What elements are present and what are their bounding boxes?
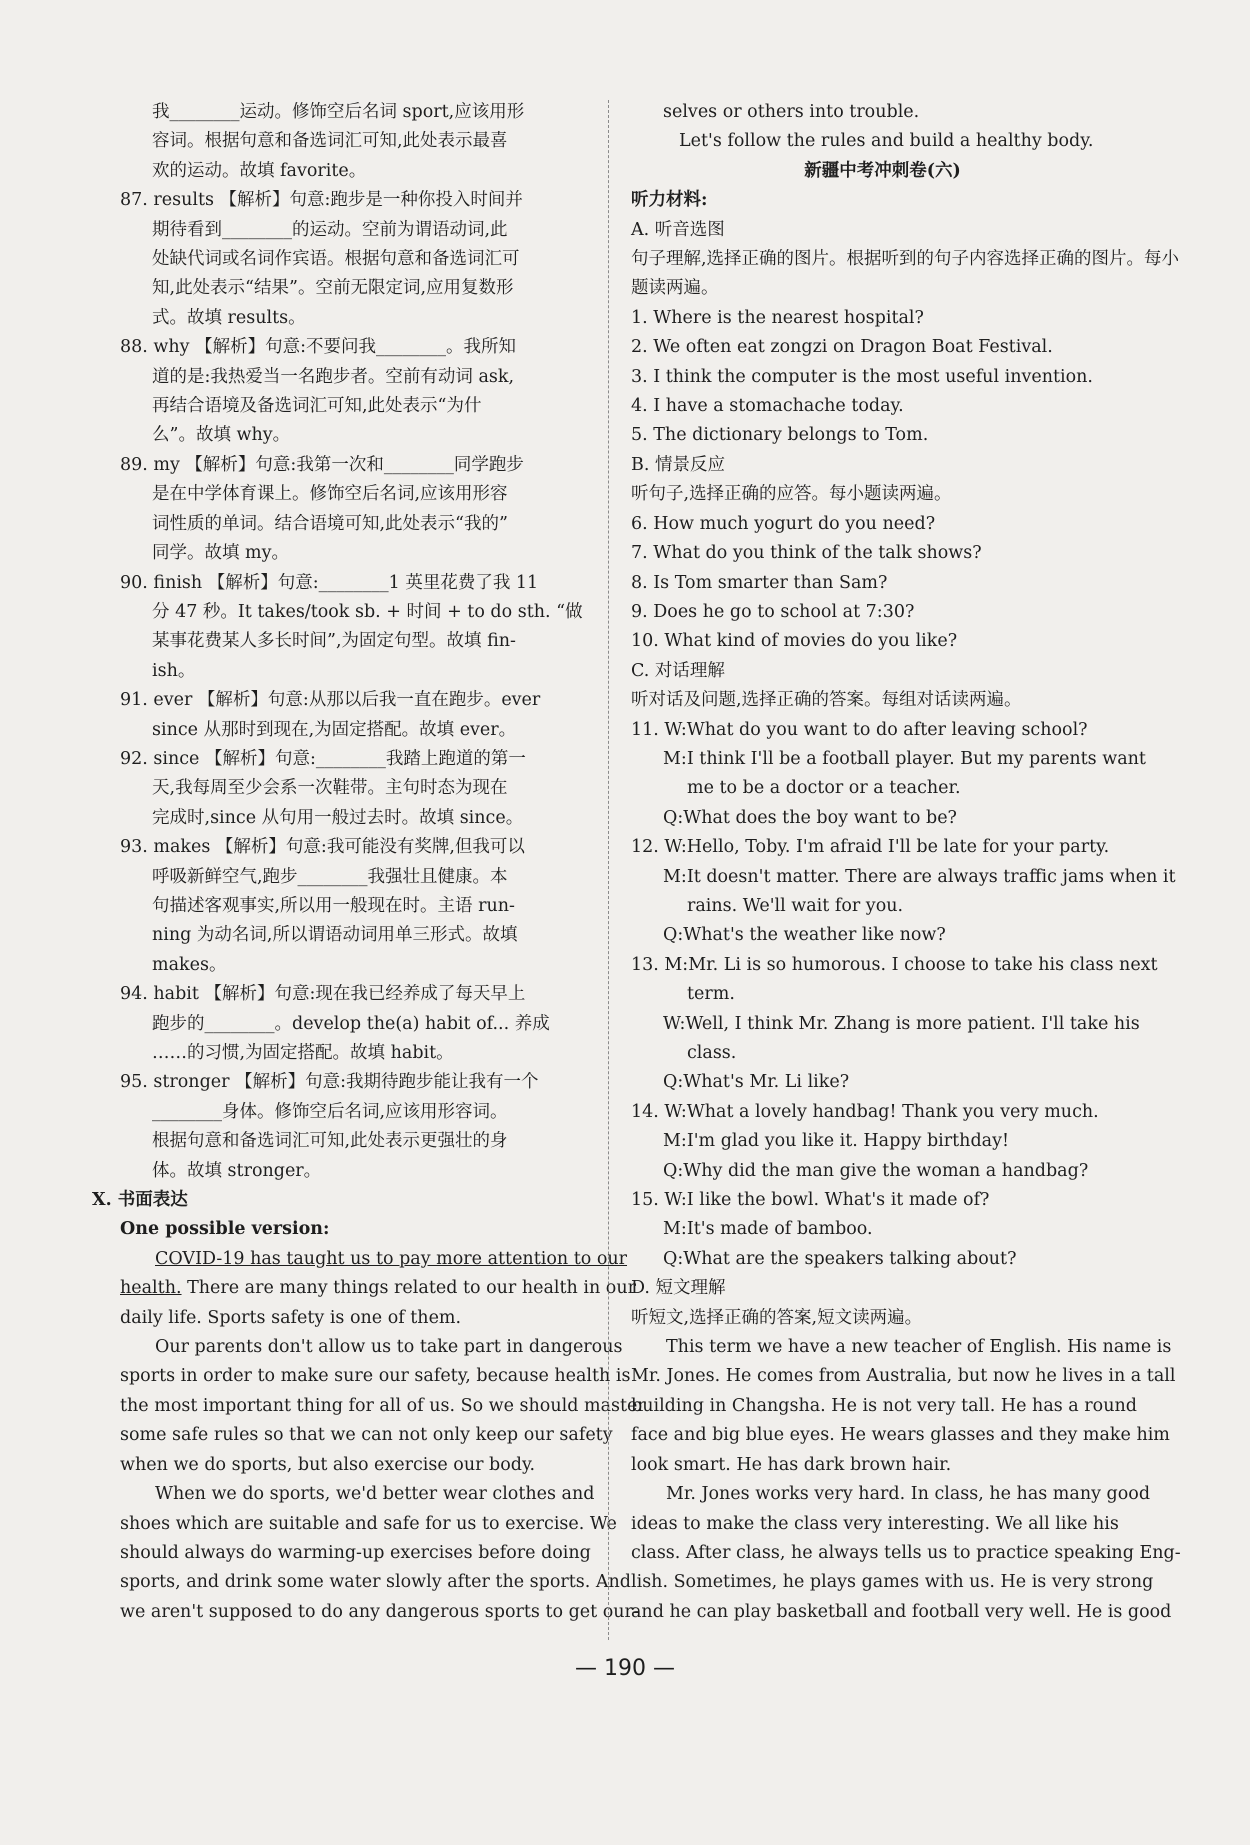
passage-line: ideas to make the class very interesting. We all like his <box>631 1513 1119 1534</box>
question-9: 9. Does he go to school at 7:30? <box>631 601 915 622</box>
answer-line: 体。故填 stronger。 <box>152 1160 322 1181</box>
passage-line: face and big blue eyes. He wears glasses and they make him <box>631 1425 1170 1446</box>
dialogue-line: W:Well, I think Mr. Zhang is more patient. I'll take his <box>663 1013 1140 1034</box>
essay-line: Our parents don't allow us to take part in dangerous <box>155 1337 623 1358</box>
question-2: 2. We often eat zongzi on Dragon Boat Festival. <box>631 337 1053 358</box>
essay-line: shoes which are suitable and safe for us to exercise. We <box>120 1513 617 1534</box>
answer-89: 89. my 【解析】句意:我第一次和________同学跑步 <box>120 454 524 475</box>
question-1: 1. Where is the nearest hospital? <box>631 307 924 328</box>
dialogue-line: term. <box>687 984 735 1005</box>
answer-line: 再结合语境及备选词汇可知,此处表示“为什 <box>152 396 482 417</box>
listening-heading: 听力材料: <box>631 190 708 211</box>
question-8: 8. Is Tom smarter than Sam? <box>631 572 888 593</box>
passage-line: class. After class, he always tells us to practice speaking Eng- <box>631 1542 1181 1563</box>
answer-95: 95. stronger 【解析】句意:我期待跑步能让我有一个 <box>120 1072 539 1093</box>
answer-line: 根据句意和备选词汇可知,此处表示更强壮的身 <box>152 1131 508 1152</box>
instruction: 句子理解,选择正确的图片。根据听到的句子内容选择正确的图片。每小 <box>631 249 1180 270</box>
instruction: 听对话及问题,选择正确的答案。每组对话读两遍。 <box>631 690 1022 711</box>
passage-line: and he can play basketball and football very well. He is good <box>631 1601 1172 1622</box>
dialogue-line: rains. We'll wait for you. <box>687 895 904 916</box>
question-4: 4. I have a stomachache today. <box>631 396 904 417</box>
answer-line: ning 为动名词,所以谓语动词用单三形式。故填 <box>152 925 518 946</box>
answer-87: 87. results 【解析】句意:跑步是一种你投入时间并 <box>120 190 523 211</box>
question-6: 6. How much yogurt do you need? <box>631 513 936 534</box>
section-c: C. 对话理解 <box>631 660 725 681</box>
essay-line: we aren't supposed to do any dangerous sports to get our- <box>120 1601 639 1622</box>
answer-line: 句描述客观事实,所以用一般现在时。主语 run- <box>152 895 515 916</box>
essay-line: daily life. Sports safety is one of them. <box>120 1307 462 1328</box>
dialogue-11: 11. W:What do you want to do after leaving school? <box>631 719 1088 740</box>
essay-line <box>120 1274 636 1303</box>
answer-line: 式。故填 results。 <box>152 307 306 328</box>
dialogue-12: 12. W:Hello, Toby. I'm afraid I'll be late for your party. <box>631 837 1110 858</box>
passage-line: Mr. Jones. He comes from Australia, but now he lives in a tall <box>631 1366 1176 1387</box>
answer-line: ……的习惯,为固定搭配。故填 habit。 <box>152 1043 454 1063</box>
answer-line: 完成时,since 从句用一般过去时。故填 since。 <box>152 807 524 828</box>
dialogue-line: Q:What's Mr. Li like? <box>663 1072 850 1093</box>
answer-line: 同学。故填 my。 <box>152 543 290 564</box>
answer-93: 93. makes 【解析】句意:我可能没有奖牌,但我可以 <box>120 837 525 858</box>
answer-line: ish。 <box>152 660 196 681</box>
answer-line: 道的是:我热爱当一名跑步者。空前有动词 ask, <box>152 366 515 387</box>
essay-line: when we do sports, but also exercise our body. <box>120 1454 536 1475</box>
essay-line: should always do warming-up exercises before doing <box>120 1542 591 1563</box>
answer-line: 容词。根据句意和备选词汇可知,此处表示最喜 <box>152 131 508 152</box>
section-d: D. 短文理解 <box>631 1278 726 1299</box>
dialogue-line: Q:Why did the man give the woman a handbag? <box>663 1160 1089 1181</box>
instruction: 听句子,选择正确的应答。每小题读两遍。 <box>631 484 952 505</box>
passage-line: look smart. He has dark brown hair. <box>631 1454 952 1475</box>
answer-line: 呼吸新鲜空气,跑步________我强壮且健康。本 <box>152 866 508 887</box>
section-heading: Ⅹ. 书面表达 <box>92 1190 188 1211</box>
right-column <box>631 98 1181 1627</box>
essay-closing: Let's follow the rules and build a healthy body. <box>679 131 1094 152</box>
question-10: 10. What kind of movies do you like? <box>631 631 958 652</box>
dialogue-14: 14. W:What a lovely handbag! Thank you very much. <box>631 1101 1099 1122</box>
question-7: 7. What do you think of the talk shows? <box>631 543 982 564</box>
answer-line: 么”。故填 why。 <box>152 425 291 446</box>
answer-line: 某事花费某人多长时间”,为固定句型。故填 fin- <box>152 631 516 652</box>
answer-90: 90. finish 【解析】句意:________1 英里花费了我 11 <box>120 572 539 593</box>
answer-line: 处缺代词或名词作宾语。根据句意和备选词汇可 <box>152 249 520 270</box>
dialogue-line: Q:What does the boy want to be? <box>663 807 957 828</box>
passage-line: Mr. Jones works very hard. In class, he has many good <box>666 1484 1151 1505</box>
answer-line: 期待看到________的运动。空前为谓语动词,此 <box>152 219 508 240</box>
essay-line: some safe rules so that we can not only keep our safety <box>120 1425 613 1446</box>
possible-version-label: One possible version: <box>120 1219 330 1240</box>
dialogue-13: 13. M:Mr. Li is so humorous. I choose to take his class next <box>631 954 1158 975</box>
passage-line: building in Changsha. He is not very tall. He has a round <box>631 1395 1137 1416</box>
answer-line: makes。 <box>152 954 227 975</box>
dialogue-line: Q:What's the weather like now? <box>663 925 946 946</box>
answer-91: 91. ever 【解析】句意:从那以后我一直在跑步。ever <box>120 690 541 711</box>
dialogue-line: M:It doesn't matter. There are always traffic jams when it <box>663 866 1176 887</box>
passage-line: This term we have a new teacher of English. His name is <box>666 1337 1172 1358</box>
instruction: 题读两遍。 <box>631 278 719 299</box>
exam-title: 新疆中考冲刺卷(六) <box>804 160 961 181</box>
page-number: — 190 — <box>575 1656 675 1681</box>
passage-line: lish. Sometimes, he plays games with us. He is very strong <box>631 1572 1154 1593</box>
instruction: 听短文,选择正确的答案,短文读两遍。 <box>631 1307 923 1328</box>
question-3: 3. I think the computer is the most useful invention. <box>631 366 1093 387</box>
answer-line: 跑步的________。develop the(a) habit of... 养成 <box>152 1013 550 1034</box>
essay-line <box>120 1245 628 1274</box>
essay-underlined: health. <box>120 1278 182 1299</box>
question-5: 5. The dictionary belongs to Tom. <box>631 425 929 446</box>
answer-line: 欢的运动。故填 favorite。 <box>152 160 367 181</box>
answer-88: 88. why 【解析】句意:不要问我________。我所知 <box>120 337 516 358</box>
left-column <box>92 98 646 1627</box>
dialogue-line: M:It's made of bamboo. <box>663 1219 873 1240</box>
answer-92: 92. since 【解析】句意:________我踏上跑道的第一 <box>120 748 526 769</box>
dialogue-line: M:I'm glad you like it. Happy birthday! <box>663 1131 1009 1152</box>
dialogue-line: me to be a doctor or a teacher. <box>687 778 961 799</box>
section-a: A. 听音选图 <box>631 219 725 240</box>
essay-line: sports in order to make sure our safety, because health is <box>120 1366 631 1387</box>
dialogue-line: Q:What are the speakers talking about? <box>663 1248 1017 1269</box>
section-b: B. 情景反应 <box>631 454 725 475</box>
answer-line: 天,我每周至少会系一次鞋带。主句时态为现在 <box>152 778 508 799</box>
dialogue-line: M:I think I'll be a football player. But my parents want <box>663 748 1146 769</box>
answer-line: ________身体。修饰空后名词,应该用形容词。 <box>152 1101 508 1122</box>
essay-line: the most important thing for all of us. So we should master <box>120 1395 646 1416</box>
column-divider <box>608 100 609 1640</box>
answer-line: 是在中学体育课上。修饰空后名词,应该用形容 <box>152 484 508 505</box>
answer-line: 分 47 秒。It takes/took sb. + 时间 + to do sth. “做 <box>152 601 583 622</box>
answer-line: since 从那时到现在,为固定搭配。故填 ever。 <box>152 719 517 740</box>
answer-94: 94. habit 【解析】句意:现在我已经养成了每天早上 <box>120 984 526 1005</box>
dialogue-15: 15. W:I like the bowl. What's it made of? <box>631 1190 990 1211</box>
essay-line: sports, and drink some water slowly after the sports. And <box>120 1572 631 1593</box>
essay-line: selves or others into trouble. <box>663 102 920 122</box>
essay-text: There are many things related to our health in our <box>181 1278 636 1299</box>
answer-line: 我________运动。修饰空后名词 sport,应该用形 <box>152 102 525 122</box>
dialogue-line: class. <box>687 1043 737 1063</box>
answer-line: 知,此处表示“结果”。空前无限定词,应用复数形 <box>152 278 514 299</box>
answer-line: 词性质的单词。结合语境可知,此处表示“我的” <box>152 513 508 534</box>
essay-line: When we do sports, we'd better wear clothes and <box>155 1484 595 1505</box>
essay-underlined: COVID-19 has taught us to pay more attention to our <box>155 1248 628 1269</box>
